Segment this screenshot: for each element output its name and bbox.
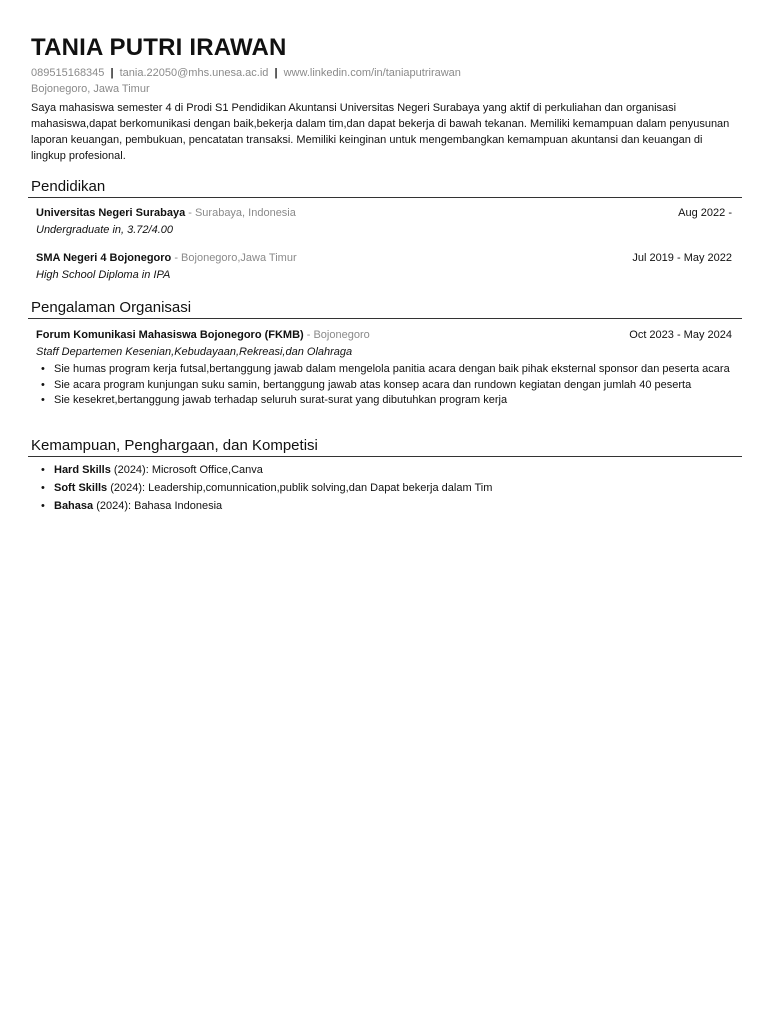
contact-separator: | <box>274 67 278 79</box>
list-item: • Sie humas program kerja futsal,bertanggung jawab dalam mengelola panitia acara dengan baik pihak eksternal sponsor dan peserta acara <box>36 362 736 377</box>
skill-text: (2024): Leadership,comunnication,publik solving,dan Dapat bekerja dalam Tim <box>107 482 493 494</box>
skills-list <box>36 463 736 517</box>
education-degree: High School Diploma in IPA <box>36 269 171 281</box>
institution-name: SMA Negeri 4 Bojonegoro <box>36 252 172 264</box>
section-title-organization: Pengalaman Organisasi <box>31 299 192 316</box>
organization-responsibilities <box>36 362 736 409</box>
section-title-education: Pendidikan <box>31 178 106 195</box>
contact-line <box>31 67 461 79</box>
list-item <box>36 499 736 514</box>
list-item: • Sie acara program kunjungan suku samin, bertanggung jawab atas konsep acara dan rundown kegiatan dengan jumlah 40 peserta <box>36 378 736 393</box>
list-item <box>36 481 736 496</box>
education-date: Jul 2019 - May 2022 <box>632 252 732 264</box>
candidate-location: Bojonegoro, Jawa Timur <box>31 83 150 95</box>
contact-separator: | <box>110 67 114 79</box>
organization-name: Forum Komunikasi Mahasiswa Bojonegoro (FKMB) <box>36 329 304 341</box>
education-entry-header <box>36 207 732 219</box>
list-item <box>36 463 736 478</box>
skill-text: (2024): Bahasa Indonesia <box>93 500 223 512</box>
skill-label: Bahasa <box>54 500 94 512</box>
section-divider <box>28 318 742 319</box>
profile-summary: Saya mahasiswa semester 4 di Prodi S1 Pendidikan Akuntansi Universitas Negeri Surabaya yang aktif di perkuliahan dan organisasi mahasiswa,dapat berkomunikasi dengan baik,bekerja dalam tim,dan dapat bekerja di bawah tekanan. Memiliki kemampuan dalam penyusunan laporan keuangan, pembukuan, pencatatan transaksi. Memiliki keinginan untuk mengembangkan kemampuan akuntansi dan keuangan di lingkup profesional. <box>31 102 730 162</box>
education-degree: Undergraduate in, 3.72/4.00 <box>36 224 173 236</box>
linkedin-link[interactable]: www.linkedin.com/in/taniaputrirawan <box>283 67 461 79</box>
organization-location: - Bojonegoro <box>303 329 370 341</box>
education-date: Aug 2022 - <box>678 207 732 219</box>
section-divider <box>28 197 742 198</box>
skill-label: Hard Skills <box>54 464 111 476</box>
organization-entry-header <box>36 329 732 341</box>
skill-text: (2024): Microsoft Office,Canva <box>110 464 263 476</box>
candidate-name: TANIA PUTRI IRAWAN <box>31 34 287 61</box>
institution-name: Universitas Negeri Surabaya <box>36 207 186 219</box>
organization-role: Staff Departemen Kesenian,Kebudayaan,Rekreasi,dan Olahraga <box>36 346 353 358</box>
institution-location: - Bojonegoro,Jawa Timur <box>171 252 297 264</box>
institution-location: - Surabaya, Indonesia <box>185 207 296 219</box>
section-title-skills: Kemampuan, Penghargaan, dan Kompetisi <box>31 437 318 454</box>
organization-date: Oct 2023 - May 2024 <box>629 329 732 341</box>
list-item: • Sie kesekret,bertanggung jawab terhadap seluruh surat-surat yang dibutuhkan program kerja <box>36 393 736 408</box>
section-divider <box>28 456 742 457</box>
skill-label: Soft Skills <box>54 482 108 494</box>
phone-number: 089515168345 <box>31 67 105 79</box>
education-entry-header <box>36 252 732 264</box>
email-link[interactable]: tania.22050@mhs.unesa.ac.id <box>119 67 269 79</box>
